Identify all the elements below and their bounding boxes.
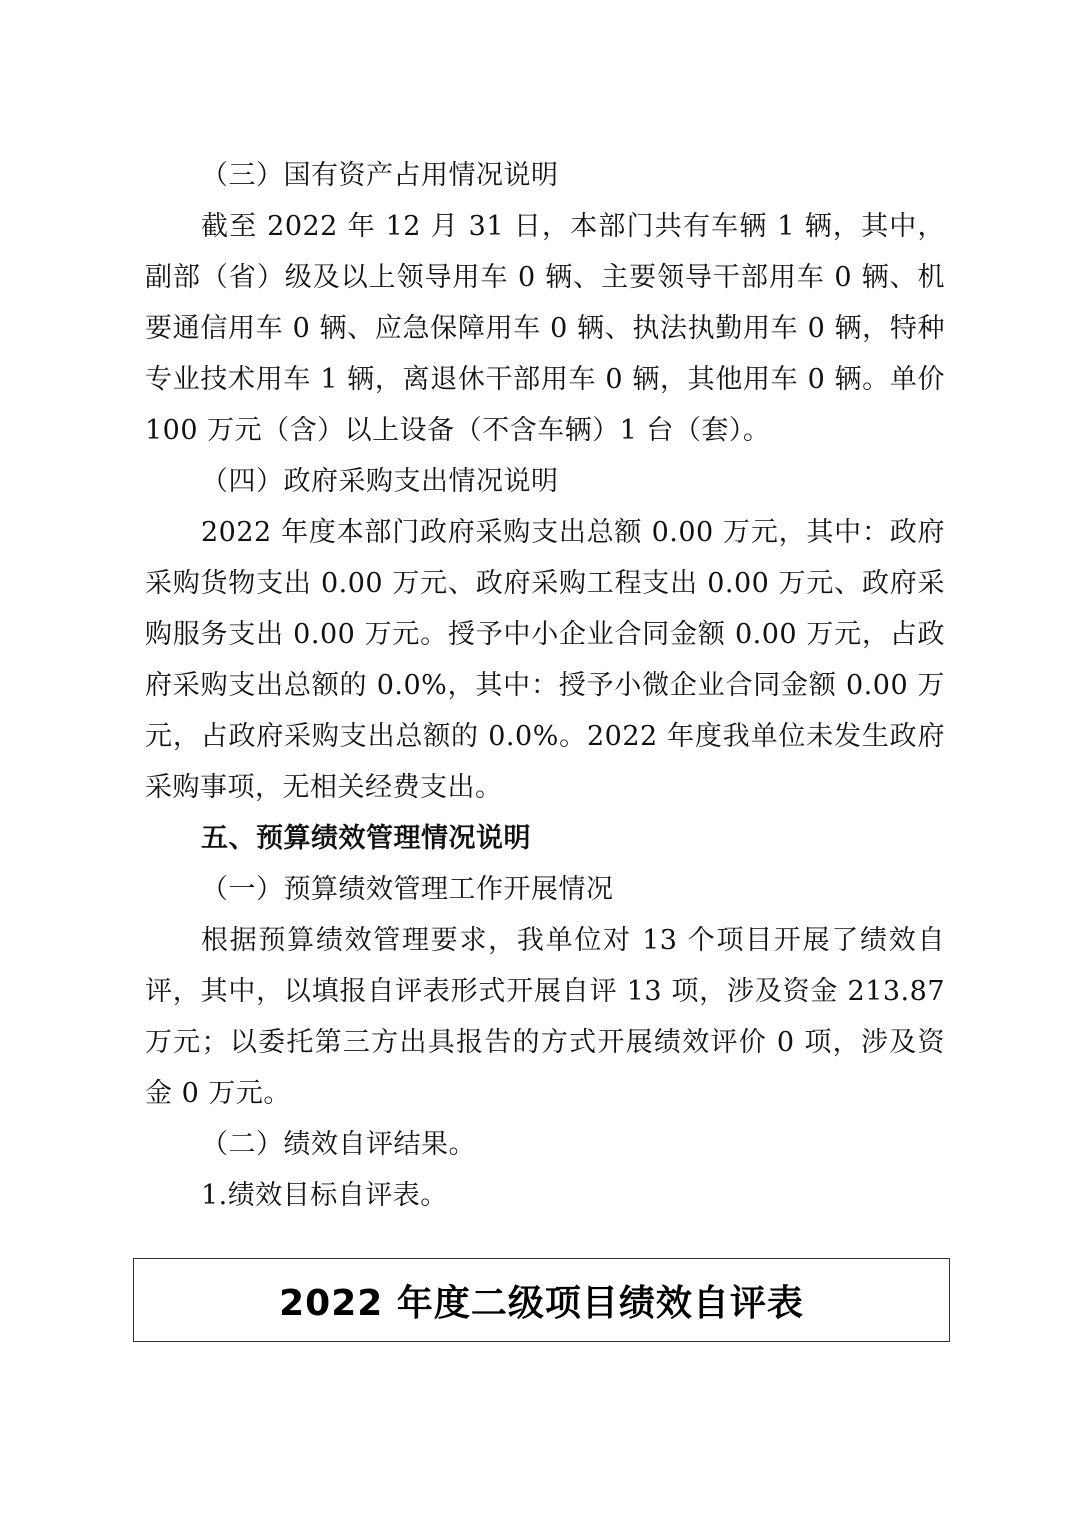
subsection-heading-performance-work: （一）预算绩效管理工作开展情况 <box>201 874 614 905</box>
paragraph-assets: 截至 2022 年 12 月 31 日，本部门共有车辆 1 辆，其中，副部（省）级及以上领导用车 0 辆、主要领导干部用车 0 辆、机要通信用车 0 辆、应急保障用车 0 辆、执法执勤用车 0 辆，特种专业技术用车 1 辆，离退休干部用车 0 辆，其他用车 0 辆。单价 100 万元（含）以上设备（不含车辆）1 台（套）。 <box>145 211 945 446</box>
paragraph-performance-work: 根据预算绩效管理要求，我单位对 13 个项目开展了绩效自评，其中，以填报自评表形式开展自评 13 项，涉及资金 213.87 万元；以委托第三方出具报告的方式开展绩效评价 0 项，涉及资金 0 万元。 <box>145 925 945 1109</box>
subsection-heading-self-evaluation: （二）绩效自评结果。 <box>201 1129 476 1160</box>
list-item-goal-table: 1.绩效目标自评表。 <box>201 1180 448 1211</box>
table-title-box <box>133 1258 950 1342</box>
table-title: 2022 年度二级项目绩效自评表 <box>279 1282 804 1324</box>
paragraph-procurement: 2022 年度本部门政府采购支出总额 0.00 万元，其中：政府采购货物支出 0.00 万元、政府采购工程支出 0.00 万元、政府采购服务支出 0.00 万元。授予中小企业合同金额 0.00 万元，占政府采购支出总额的 0.0%，其中：授予小微企业合同金额 0.00 万元，占政府采购支出总额的 0.0%。2022 年度我单位未发生政府采购事项，无相关经费支出。 <box>145 517 945 803</box>
section-heading-performance: 五、预算绩效管理情况说明 <box>201 823 531 854</box>
section-heading-assets: （三）国有资产占用情况说明 <box>201 160 559 191</box>
body-text <box>145 150 945 1221</box>
section-heading-procurement: （四）政府采购支出情况说明 <box>201 466 559 497</box>
